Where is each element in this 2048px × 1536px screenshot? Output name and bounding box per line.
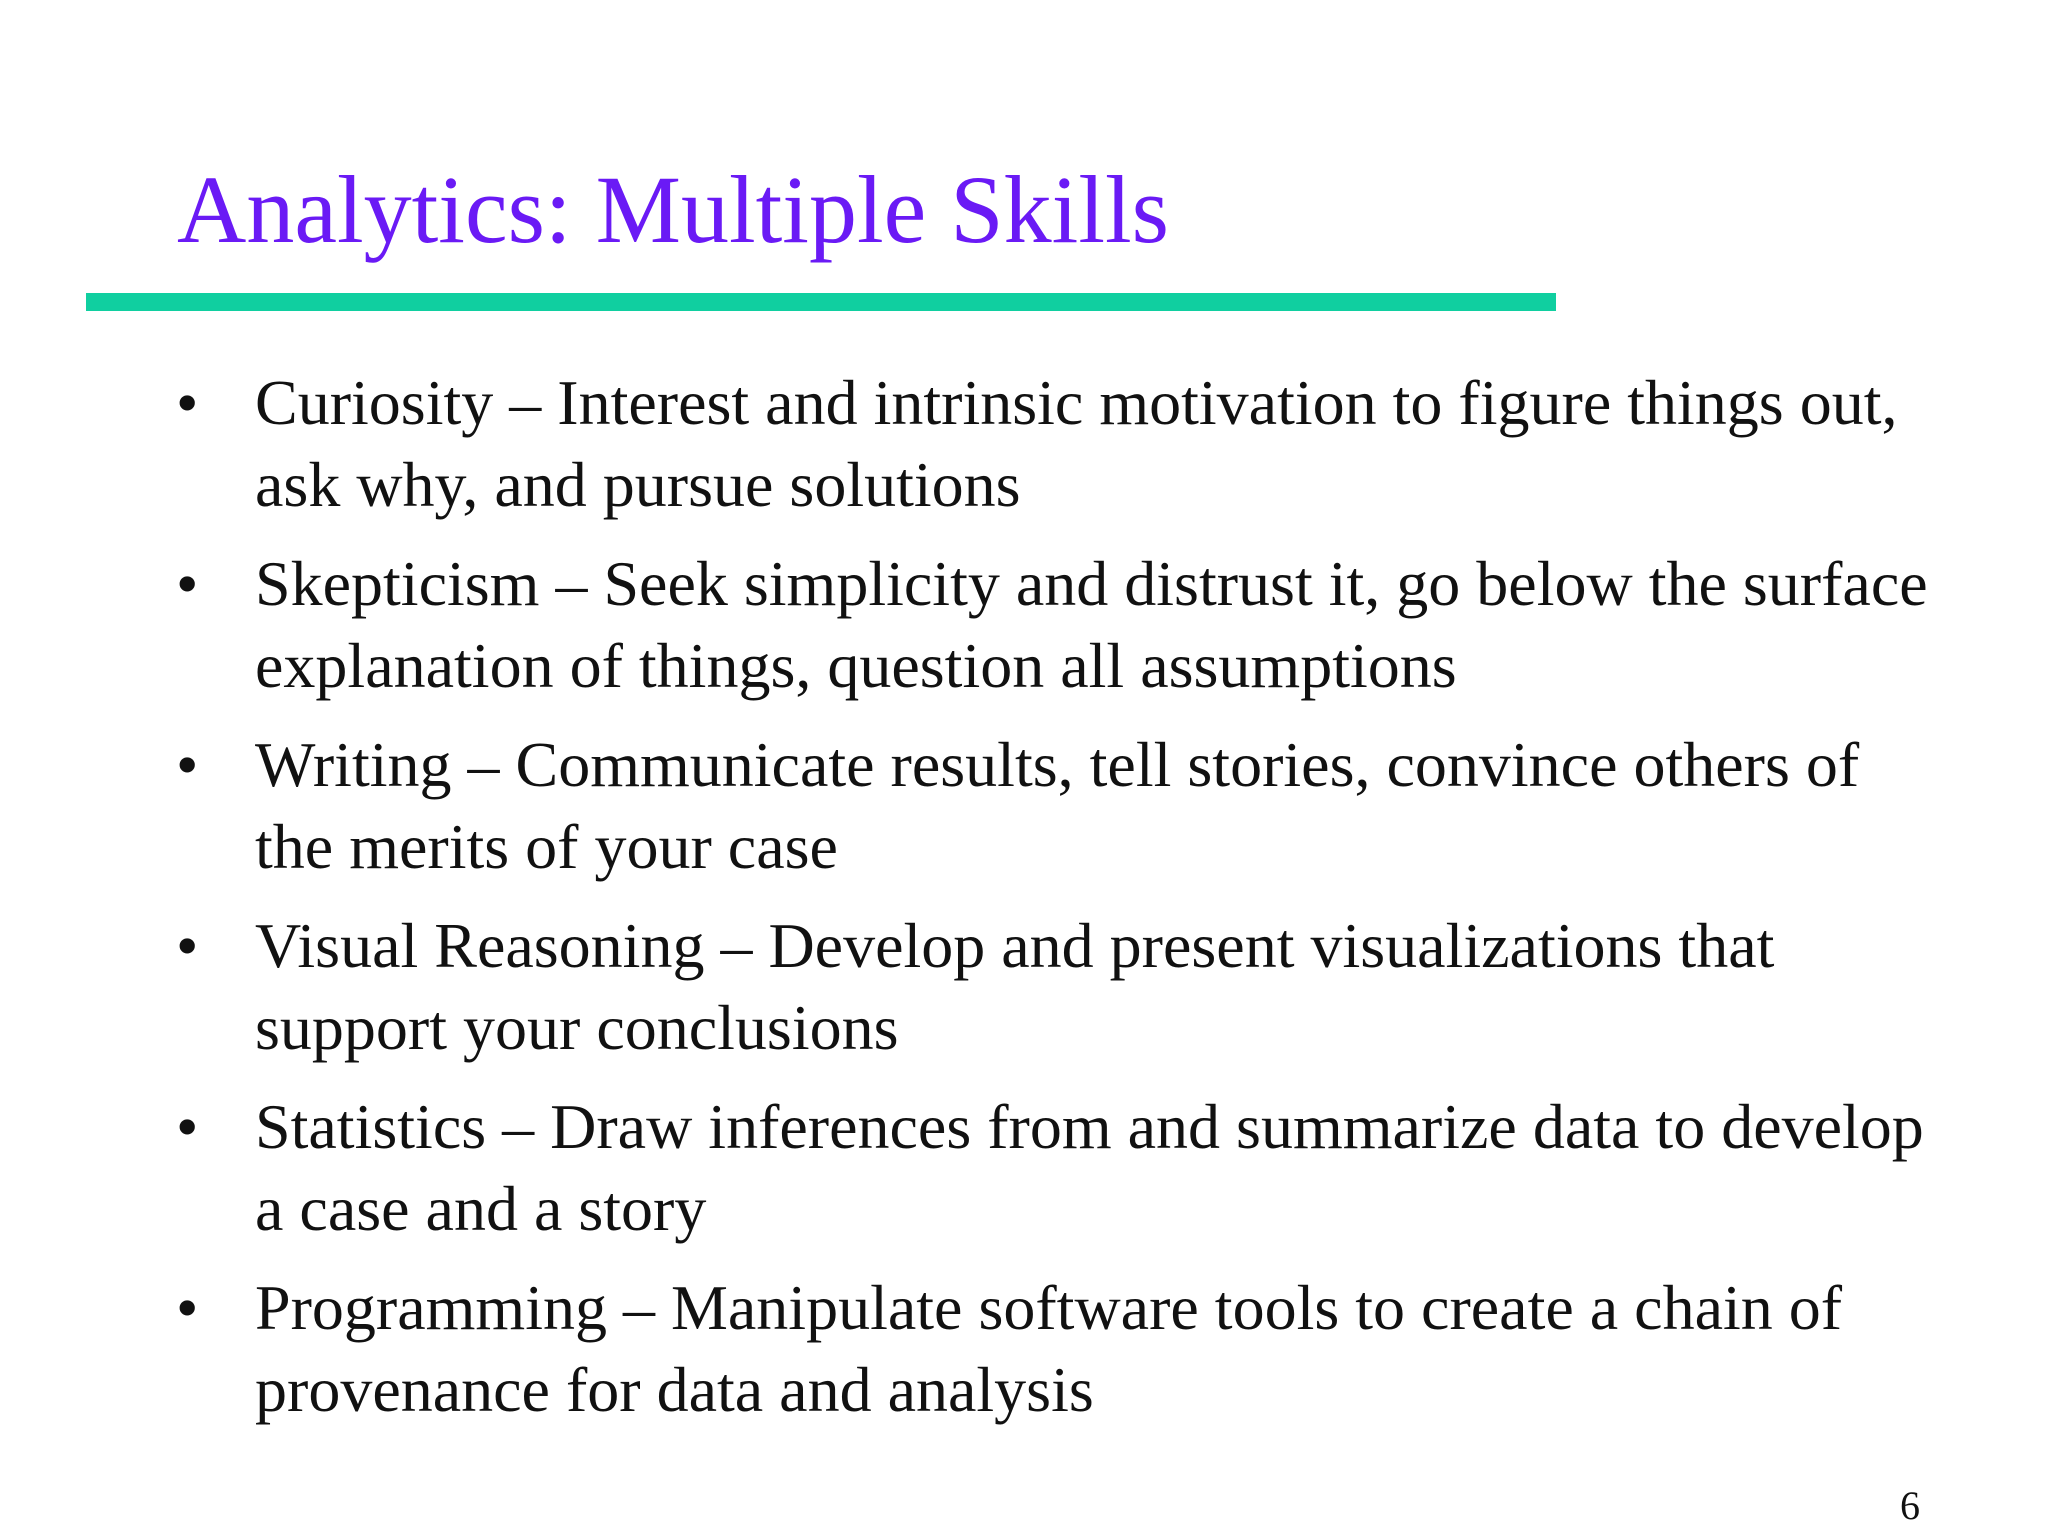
bullet-text: Visual Reasoning – Develop and present visualizations that support your conclusions bbox=[255, 910, 1775, 1063]
bullet-icon: • bbox=[176, 1272, 199, 1343]
list-item bbox=[0, 1086, 1935, 1250]
title-underline bbox=[86, 293, 1556, 311]
bullet-text: Writing – Communicate results, tell stories, convince others of the merits of your case bbox=[255, 729, 1860, 882]
bullet-icon: • bbox=[176, 1091, 199, 1162]
bullet-text: Statistics – Draw inferences from and summarize data to develop a case and a story bbox=[255, 1091, 1924, 1244]
bullet-icon: • bbox=[176, 729, 199, 800]
list-item bbox=[0, 1267, 1935, 1431]
list-item bbox=[0, 362, 1935, 526]
page-number: 6 bbox=[1900, 1483, 1920, 1528]
list-item bbox=[0, 724, 1935, 888]
bullet-icon: • bbox=[176, 910, 199, 981]
bullet-icon: • bbox=[176, 548, 199, 619]
bullet-text: Programming – Manipulate software tools to create a chain of provenance for data and analysis bbox=[255, 1272, 1843, 1425]
bullet-text: Curiosity – Interest and intrinsic motivation to figure things out, ask why, and pursue solutions bbox=[255, 367, 1898, 520]
slide-title: Analytics: Multiple Skills bbox=[177, 156, 1170, 263]
bullet-icon: • bbox=[176, 367, 199, 438]
bullet-list bbox=[0, 362, 2048, 1448]
list-item bbox=[0, 543, 1935, 707]
list-item bbox=[0, 905, 1935, 1069]
bullet-text: Skepticism – Seek simplicity and distrust it, go below the surface explanation of things, question all assumptions bbox=[255, 548, 1928, 701]
